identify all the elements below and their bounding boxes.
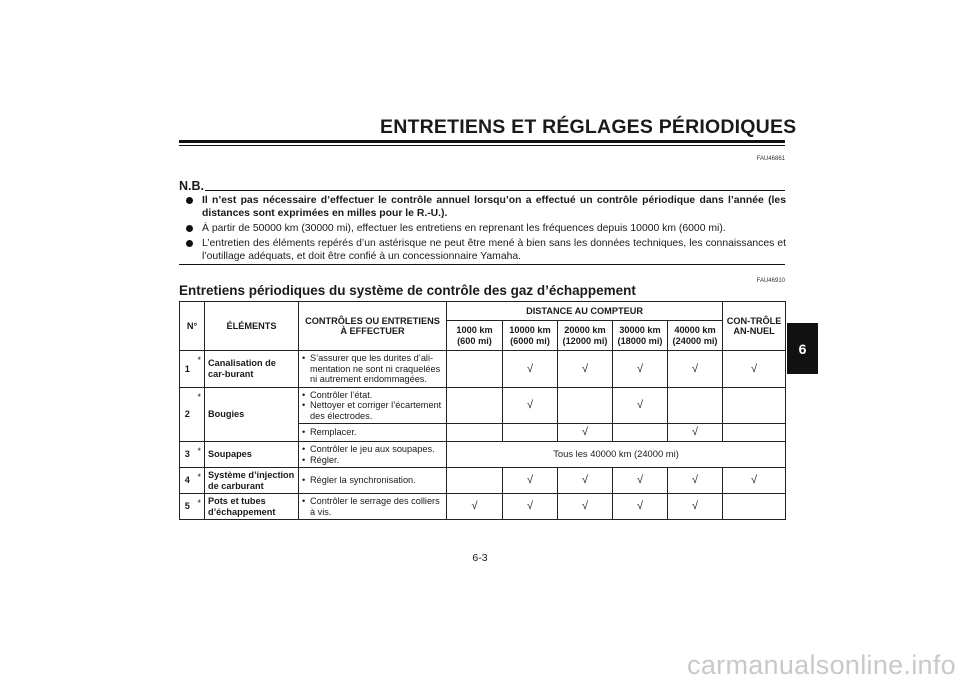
bullet-icon	[186, 240, 193, 247]
check-mark: √	[668, 494, 723, 520]
header-items: ÉLÉMENTS	[205, 302, 299, 351]
header-distance-4: 30000 km (18000 mi)	[613, 321, 668, 351]
item-name: Bougies	[205, 387, 299, 442]
header-distance-5: 40000 km (24000 mi)	[668, 321, 723, 351]
operations-cell: • Contrôler le jeu aux soupapes. • Régler.	[299, 442, 447, 468]
maintenance-table	[179, 301, 786, 520]
asterisk-mark: *	[195, 468, 205, 494]
watermark: carmanualsonline.info	[687, 650, 956, 680]
nb-rule	[205, 190, 785, 191]
header-distance-1: 1000 km (600 mi)	[447, 321, 503, 351]
operations-cell: • S’assurer que les durites d’ali-mentation ne sont ni craquelées ni autrement endommagées.	[299, 351, 447, 388]
check-mark: √	[503, 351, 558, 388]
operations-cell: • Remplacer.	[299, 424, 447, 442]
check-mark: √	[503, 494, 558, 520]
check-mark: √	[503, 468, 558, 494]
table-row: 2 * Bougies • Contrôler l’état. • Nettoyer et corriger l’écartement des électrodes. √ √	[180, 387, 786, 424]
check-mark: √	[447, 494, 503, 520]
asterisk-mark: *	[195, 387, 205, 442]
section-reference-code: FAU46910	[756, 278, 785, 284]
header-distance-2: 10000 km (6000 mi)	[503, 321, 558, 351]
header-distance-3: 20000 km (12000 mi)	[558, 321, 613, 351]
operations-cell: • Contrôler le serrage des colliers à vis.	[299, 494, 447, 520]
operations-cell: • Régler la synchronisation.	[299, 468, 447, 494]
header-rule	[179, 140, 785, 143]
table-row: 5 * Pots et tubes d’échappement • Contrôler le serrage des colliers à vis. √ √ √ √ √	[180, 494, 786, 520]
header-operations: CONTRÔLES OU ENTRETIENS À EFFECTUER	[299, 302, 447, 351]
check-mark: √	[613, 351, 668, 388]
item-name: Pots et tubes d’échappement	[205, 494, 299, 520]
check-mark: √	[668, 468, 723, 494]
interval-note: Tous les 40000 km (24000 mi)	[447, 442, 786, 468]
header-rule-thin	[179, 145, 785, 146]
table-row: 1 * Canalisation de car-burant • S’assurer que les durites d’ali-mentation ne sont ni craquelées ni autrement endommagées. √ √ √ √ √	[180, 351, 786, 388]
item-name: Soupapes	[205, 442, 299, 468]
nb-reference-code: FAU46861	[756, 156, 785, 162]
nb-item: Il n’est pas nécessaire d’effectuer le contrôle annuel lorsqu’on a effectué un contrôle périodique dans l’année (les distances sont exprimées en milles pour le R.-U.).	[186, 194, 786, 220]
check-mark: √	[558, 351, 613, 388]
page-number: 6-3	[472, 552, 488, 564]
asterisk-mark: *	[195, 351, 205, 388]
check-mark: √	[723, 351, 786, 388]
bullet-icon	[186, 197, 193, 204]
table-row: 4 * Système d’injection de carburant • Régler la synchronisation. √ √ √ √ √	[180, 468, 786, 494]
asterisk-mark: *	[195, 442, 205, 468]
table-row: 3 * Soupapes • Contrôler le jeu aux soupapes. • Régler. Tous les 40000 km (24000 mi)	[180, 442, 786, 468]
item-name: Canalisation de car-burant	[205, 351, 299, 388]
item-name: Système d’injection de carburant	[205, 468, 299, 494]
section-title: Entretiens périodiques du système de contrôle des gaz d’échappement	[179, 283, 636, 298]
nb-item: L’entretien des éléments repérés d’un astérisque ne peut être mené à bien sans les données techniques, les connaissances et l’outillage adéquats, et doit être confié à un concessionnaire Yamaha.	[186, 237, 786, 263]
check-mark: √	[558, 424, 613, 442]
check-mark: √	[503, 387, 558, 424]
check-mark: √	[558, 468, 613, 494]
check-mark: √	[668, 424, 723, 442]
check-mark: √	[613, 494, 668, 520]
asterisk-mark: *	[195, 494, 205, 520]
nb-item: À partir de 50000 km (30000 mi), effectuer les entretiens en reprenant les fréquences depuis 10000 km (6000 mi).	[186, 222, 786, 235]
page-header-title: ENTRETIENS ET RÉGLAGES PÉRIODIQUES	[380, 116, 797, 138]
nb-rule-bottom	[179, 264, 785, 265]
check-mark: √	[723, 468, 786, 494]
check-mark: √	[668, 351, 723, 388]
operations-cell: • Contrôler l’état. • Nettoyer et corriger l’écartement des électrodes.	[299, 387, 447, 424]
check-mark: √	[558, 494, 613, 520]
header-annual-check: CON-TRÔLE AN-NUEL	[723, 302, 786, 351]
bullet-icon	[186, 225, 193, 232]
header-distance: DISTANCE AU COMPTEUR	[447, 302, 723, 321]
nb-label: N.B.	[179, 179, 204, 193]
nb-list	[186, 194, 786, 265]
header-num: N°	[180, 302, 205, 351]
chapter-tab: 6	[787, 323, 818, 374]
check-mark: √	[613, 468, 668, 494]
check-mark: √	[613, 387, 668, 424]
